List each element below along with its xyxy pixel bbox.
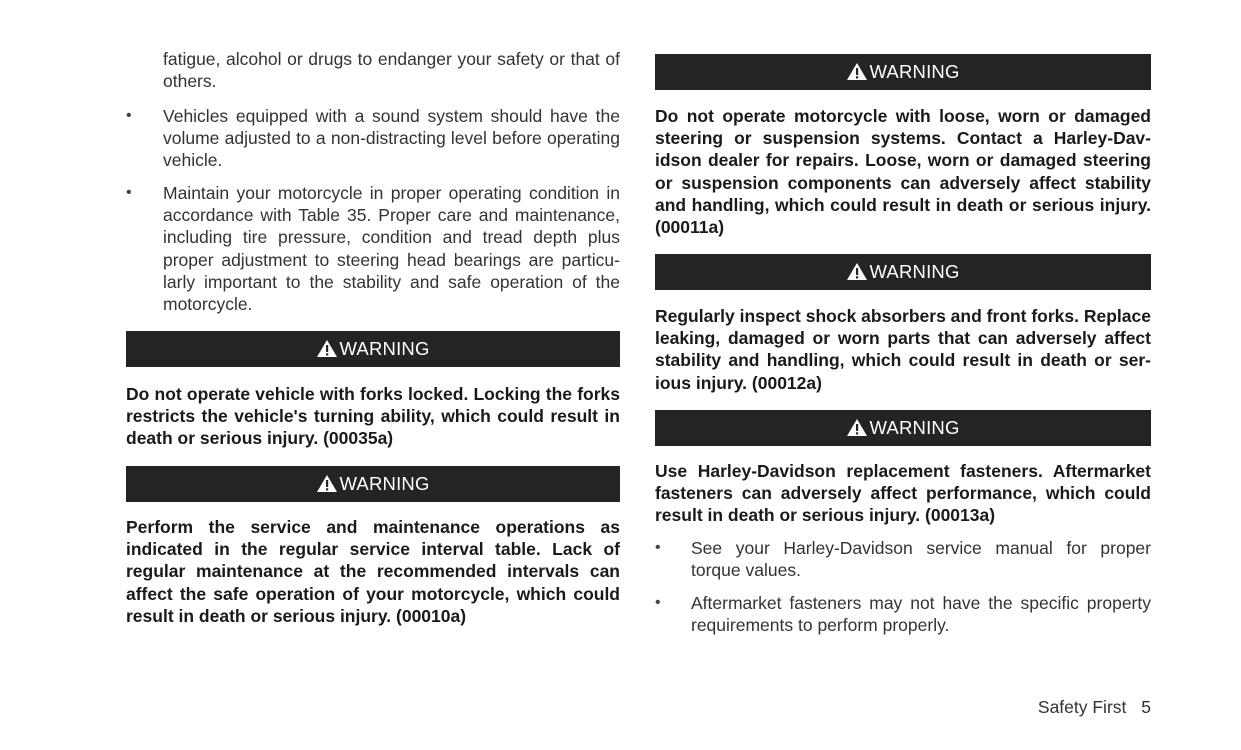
warning-banner <box>126 466 620 502</box>
list-item-text: Vehicles equipped with a sound system should have the volume adjusted to a non-distracting level before operating vehicle. <box>163 106 620 171</box>
list-item-text: Maintain your motorcycle in proper operating condition in accordance with Table 35. Proper care and maintenance, including tire pressure, condition and tread depth plus proper adjustment to steering head bearings are particu-larly important to the stability and safe operation of the motorcycle. <box>163 183 620 315</box>
warning-banner <box>126 331 620 367</box>
section-title: Safety First <box>1037 697 1127 717</box>
warning-triangle-icon <box>846 262 868 281</box>
bullet-icon: • <box>655 539 661 556</box>
warning-label: WARNING <box>869 417 960 438</box>
warning-triangle-icon <box>846 62 868 81</box>
bullet-icon: • <box>126 184 132 201</box>
warning-message: Perform the service and maintenance operations as indicated in the regular service interval table. Lack of regular maintenance at the recommended intervals can affect the safe operation of your motorcycle, which could result in death or serious injury. (00010a) <box>126 517 620 626</box>
page-number: 5 <box>1141 697 1151 717</box>
warning-banner <box>655 410 1151 446</box>
warning-message: Regularly inspect shock absorbers and front forks. Replace leaking, damaged or worn parts that can adversely affect stability and handling, which could result in death or ser-ious injury. (00012a) <box>655 306 1151 393</box>
page-footer <box>1038 697 1151 718</box>
warning-label: WARNING <box>339 473 430 494</box>
warning-banner <box>655 254 1151 290</box>
list-item-text: Aftermarket fasteners may not have the specific property requirements to perform properly. <box>691 593 1151 636</box>
warning-message: Do not operate motorcycle with loose, worn or damaged steering or suspension systems. Contact a Harley-Dav-idson dealer for repairs. Loose, worn or damaged steering or suspension components can adversely affect stability and handling, which could result in death or serious injury. (00011a) <box>655 106 1151 238</box>
bullet-icon: • <box>655 594 661 611</box>
list-item-text: See your Harley-Davidson service manual for proper torque values. <box>691 538 1151 581</box>
warning-label: WARNING <box>869 61 960 82</box>
warning-triangle-icon <box>316 339 338 358</box>
continued-paragraph: fatigue, alcohol or drugs to endanger your safety or that of others. <box>163 49 620 92</box>
warning-label: WARNING <box>869 261 960 282</box>
warning-label: WARNING <box>339 338 430 359</box>
warning-triangle-icon <box>846 418 868 437</box>
warning-message: Use Harley-Davidson replacement fasteners. Aftermarket fasteners can adversely affect performance, which could result in death or serious injury. (00013a) <box>655 461 1151 526</box>
warning-triangle-icon <box>316 474 338 493</box>
warning-banner <box>655 54 1151 90</box>
bullet-icon: • <box>126 107 132 124</box>
warning-message: Do not operate vehicle with forks locked. Locking the forks restricts the vehicle's turning ability, which could result in death or serious injury. (00035a) <box>126 384 620 449</box>
